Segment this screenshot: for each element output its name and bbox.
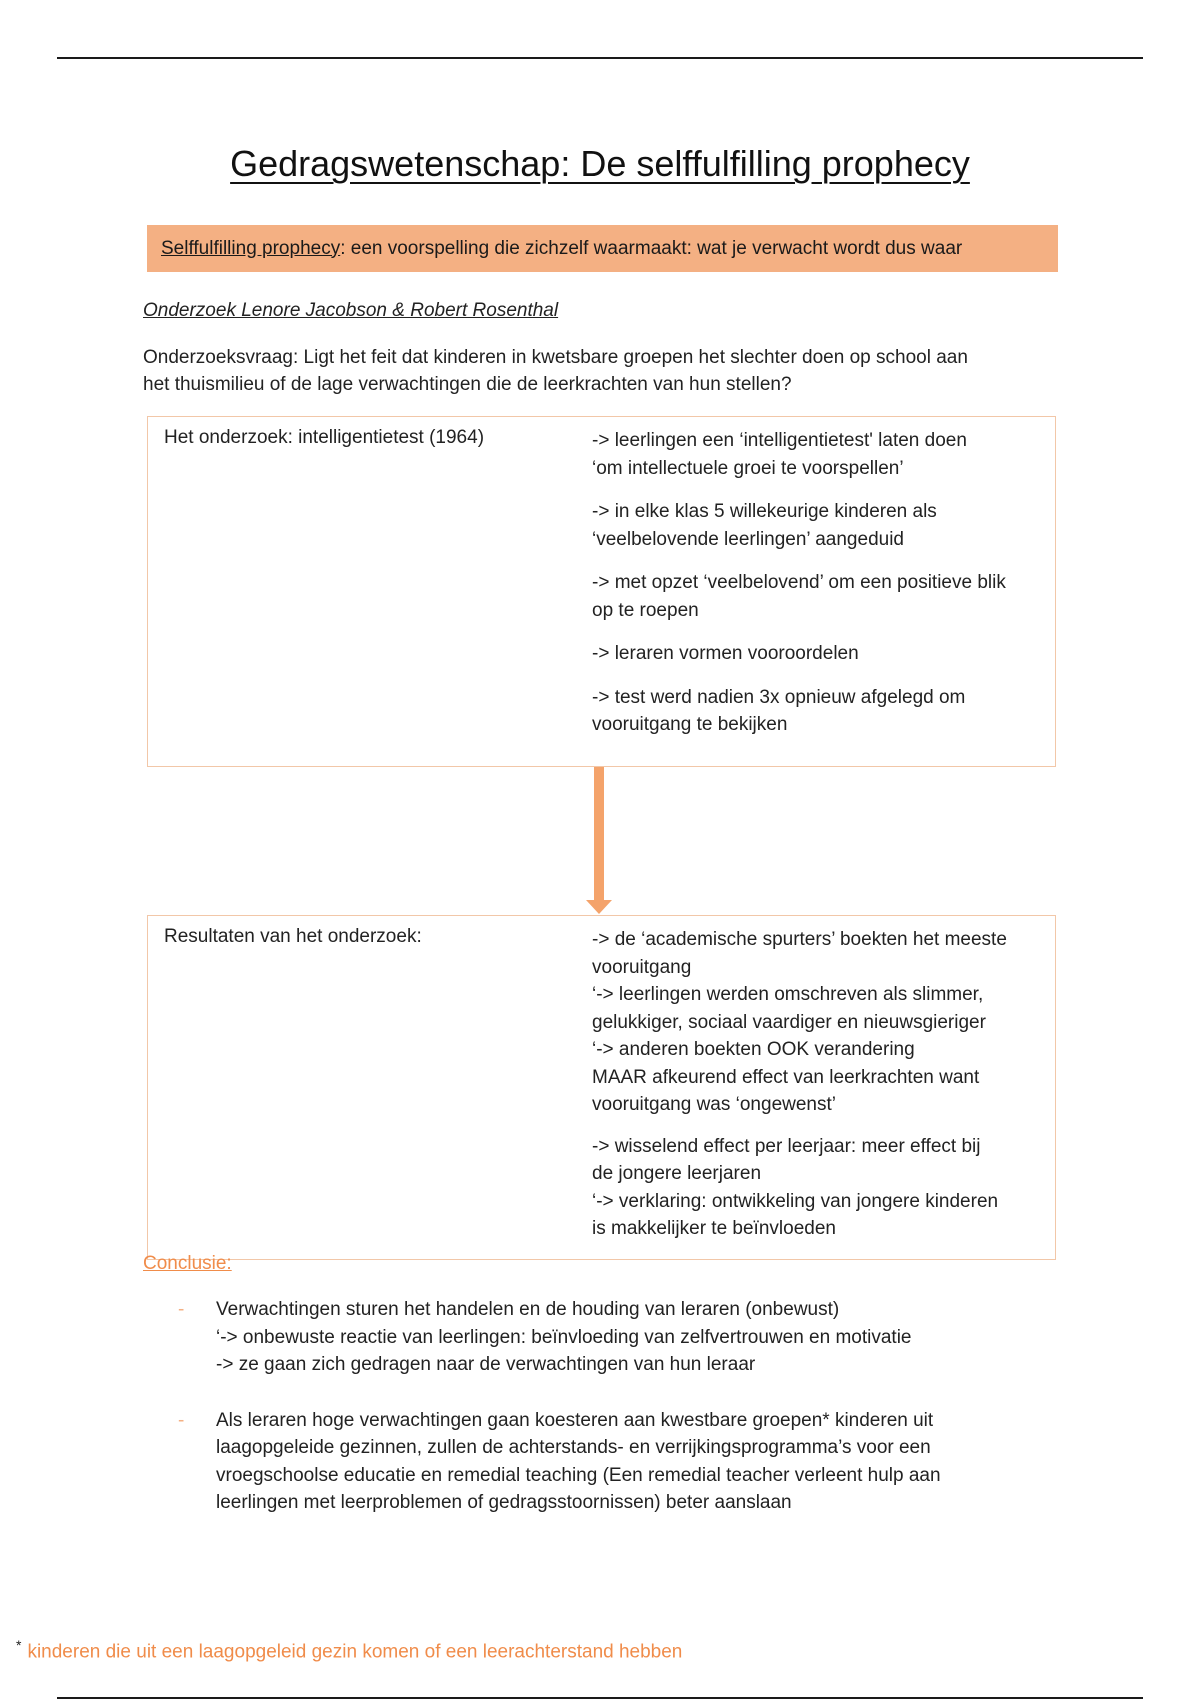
bottom-rule: [57, 1697, 1143, 1699]
page-title: Gedragswetenschap: De selffulfilling prophecy: [230, 143, 970, 184]
definition-term: Selffulfilling prophecy: [161, 237, 341, 259]
conclusion-line: Als leraren hoge verwachtingen gaan koesteren aan kwestbare groepen* kinderen uit: [216, 1409, 934, 1431]
study-method-list: [592, 427, 1047, 755]
results-block: [592, 926, 1047, 1119]
conclusion-list: [178, 1296, 1058, 1545]
bullet-dash-icon: -: [178, 1299, 185, 1320]
results-list: [592, 926, 1047, 1257]
conclusion-line: ‘-> onbewuste reactie van leerlingen: beïnvloeding van zelfvertrouwen en motivatie: [216, 1326, 912, 1348]
research-question-line: Onderzoeksvraag: Ligt het feit dat kinderen in kwetsbare groepen het slechter doen op school aan: [143, 347, 968, 368]
results-box: [147, 915, 1056, 1260]
study-method-box: [147, 416, 1056, 767]
conclusion-line: Verwachtingen sturen het handelen en de houding van leraren (onbewust): [216, 1299, 840, 1320]
results-line: ‘-> anderen boekten OOK verandering: [592, 1039, 915, 1060]
list-item-line: -> test werd nadien 3x opnieuw afgelegd om: [592, 686, 966, 708]
results-line: vooruitgang was ‘ongewenst’: [592, 1094, 836, 1115]
list-item-line: -> leerlingen een ‘intelligentietest' laten doen: [592, 430, 967, 451]
results-line: MAAR afkeurend effect van leerkrachten want: [592, 1066, 980, 1088]
results-line: ‘-> leerlingen werden omschreven als slimmer,: [592, 984, 984, 1005]
results-line: -> de ‘academische spurters’ boekten het meeste: [592, 929, 1007, 950]
list-item: [592, 427, 1047, 482]
conclusion-line: -> ze gaan zich gedragen naar de verwachtingen van hun leraar: [216, 1354, 756, 1375]
footnote-text: kinderen die uit een laagopgeleid gezin komen of een leerachterstand hebben: [27, 1641, 683, 1663]
results-block: [592, 1133, 1047, 1243]
research-question: [143, 344, 1048, 398]
conclusion-heading: Conclusie:: [143, 1253, 232, 1274]
list-item: [592, 684, 1047, 739]
results-line: gelukkiger, sociaal vaardiger en nieuwsgieriger: [592, 1011, 986, 1033]
definition-box: [147, 225, 1058, 272]
down-arrow-icon: [594, 767, 604, 900]
list-item-line: op te roepen: [592, 599, 699, 621]
conclusion-bullet: [178, 1296, 1058, 1379]
results-line: vooruitgang: [592, 956, 692, 978]
footnote: [16, 1637, 682, 1663]
results-line: -> wisselend effect per leerjaar: meer effect bij: [592, 1135, 981, 1157]
conclusion-line: leerlingen met leerproblemen of gedragsstoornissen) beter aanslaan: [216, 1492, 792, 1513]
list-item-line: -> met opzet ‘veelbelovend’ om een positieve blik: [592, 572, 1006, 593]
conclusion-line: laagopgeleide gezinnen, zullen de achterstands- en verrijkingsprogramma’s voor een: [216, 1437, 931, 1458]
results-line: is makkelijker te beïnvloeden: [592, 1218, 836, 1239]
list-item-line: ‘veelbelovende leerlingen’ aangeduid: [592, 528, 904, 550]
research-question-line: het thuismilieu of de lage verwachtingen die de leerkrachten van hun stellen?: [143, 374, 792, 395]
list-item-line: -> leraren vormen vooroordelen: [592, 643, 859, 664]
study-heading: Onderzoek Lenore Jacobson & Robert Rosenthal: [143, 300, 559, 321]
results-line: de jongere leerjaren: [592, 1163, 762, 1184]
results-label: Resultaten van het onderzoek:: [164, 926, 422, 947]
list-item: [592, 569, 1047, 624]
list-item: [592, 498, 1047, 553]
conclusion-line: vroegschoolse educatie en remedial teaching (Een remedial teacher verleent hulp aan: [216, 1464, 941, 1486]
definition-text: : een voorspelling die zichzelf waarmaakt: wat je verwacht wordt dus waar: [340, 237, 963, 259]
list-item-line: vooruitgang te bekijken: [592, 714, 788, 735]
study-method-label: Het onderzoek: intelligentietest (1964): [164, 427, 485, 448]
footnote-marker: *: [16, 1637, 22, 1653]
bullet-dash-icon: -: [178, 1409, 185, 1431]
list-item-line: ‘om intellectuele groei te voorspellen’: [592, 457, 904, 479]
list-item: [592, 640, 1047, 668]
results-line: ‘-> verklaring: ontwikkeling van jongere kinderen: [592, 1190, 999, 1212]
arrow-head-icon: [586, 900, 612, 914]
conclusion-bullet: [178, 1407, 1058, 1517]
list-item-line: -> in elke klas 5 willekeurige kinderen als: [592, 501, 937, 522]
top-rule: [57, 57, 1143, 59]
